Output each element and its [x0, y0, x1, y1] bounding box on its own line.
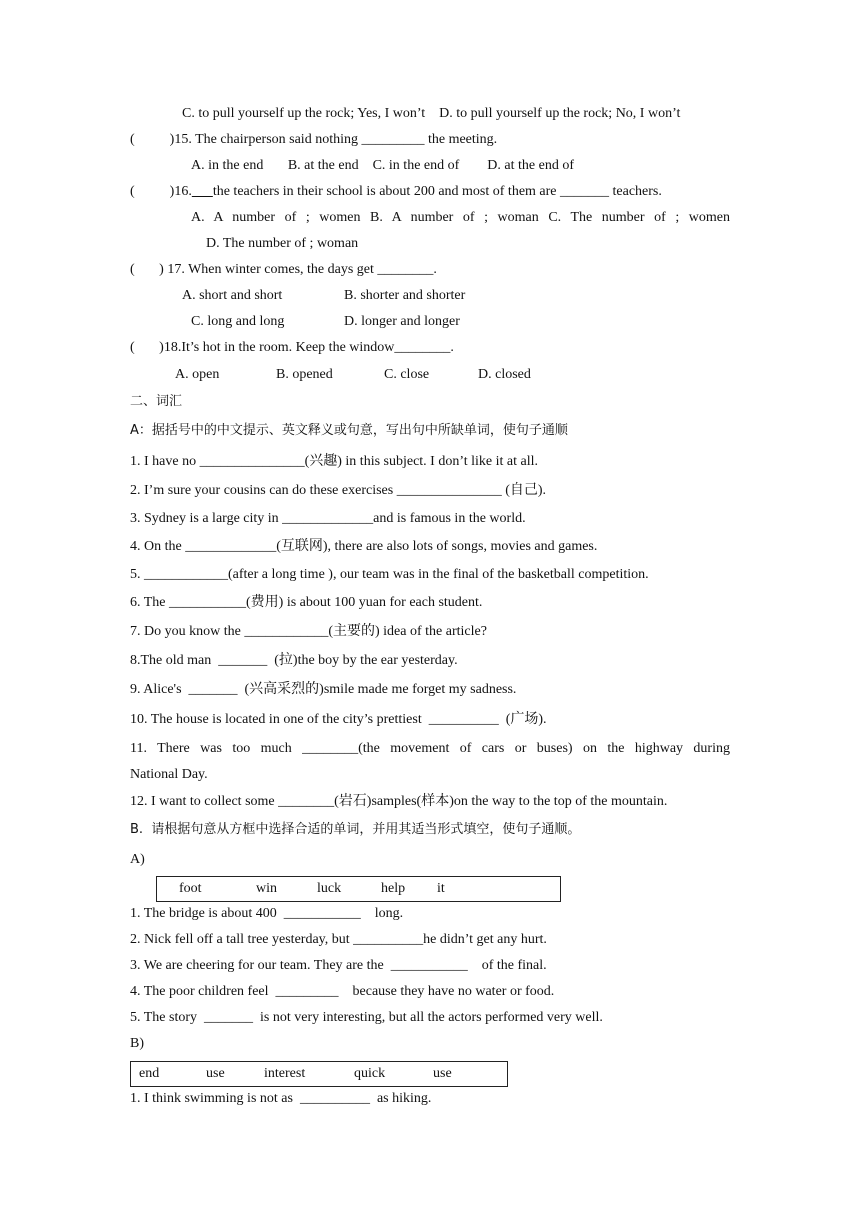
vocab-item-2: 2. I’m sure your cousins can do these exercises _______________ (自己). — [130, 483, 547, 498]
group-a-item-3: 3. We are cheering for our team. They are the ___________ of the final. — [130, 958, 547, 973]
word-box-b-word: interest — [264, 1066, 306, 1081]
q16-rest: the teachers in their school is about 200 and most of them are _______ teachers. — [212, 184, 662, 199]
q16-options-line1: A. A number of ; women B. A number of ; woman C. The number of ; women — [191, 210, 730, 225]
vocab-item-6: 6. The ___________(费用) is about 100 yuan for each student. — [130, 595, 483, 610]
group-a-label: A) — [130, 852, 145, 867]
q16-prefix: ( )16. — [130, 184, 192, 199]
word-box-b-word: use — [206, 1066, 225, 1081]
group-b-label: B) — [130, 1036, 144, 1051]
q17-option-b: B. shorter and shorter — [344, 288, 466, 303]
group-a-item-4: 4. The poor children feel _________ because they have no water or food. — [130, 984, 555, 999]
group-a-item-5: 5. The story _______ is not very interesting, but all the actors performed very well. — [130, 1010, 603, 1025]
q18-stem: ( )18.It’s hot in the room. Keep the window________. — [130, 340, 454, 355]
q18-option-b: B. opened — [276, 367, 333, 382]
word-box-a-word: help — [381, 881, 406, 896]
word-box-b-word: use — [433, 1066, 452, 1081]
vocab-item-10: 10. The house is located in one of the city’s prettiest __________ (广场). — [130, 712, 547, 727]
part-a-instruction: A：据括号中的中文提示、英文释义或句意，写出句中所缺单词，使句子通顺 — [130, 423, 568, 438]
vocab-item-1: 1. I have no _______________(兴趣) in this subject. I don’t like it at all. — [130, 454, 539, 469]
word-box-a-word: win — [256, 881, 277, 896]
section-title: 二、词汇 — [130, 394, 183, 409]
vocab-item-9: 9. Alice's _______ (兴高采烈的)smile made me forget my sadness. — [130, 682, 517, 697]
q16-blank — [192, 184, 213, 199]
word-box-a — [156, 876, 561, 902]
q17-option-c: C. long and long — [191, 314, 285, 329]
vocab-item-5: 5. ____________(after a long time ), our team was in the final of the basketball competition. — [130, 567, 649, 582]
word-box-b — [130, 1061, 508, 1087]
q17-option-d: D. longer and longer — [344, 314, 460, 329]
vocab-item-4: 4. On the _____________(互联网), there are also lots of songs, movies and games. — [130, 539, 598, 554]
q18-option-a: A. open — [175, 367, 220, 382]
vocab-item-7: 7. Do you know the ____________(主要的) idea of the article? — [130, 624, 487, 639]
vocab-item-11-line1: 11. There was too much ________(the movement of cars or buses) on the highway during — [130, 741, 730, 756]
vocab-item-12: 12. I want to collect some ________(岩石)samples(样本)on the way to the top of the mountain. — [130, 794, 668, 809]
word-box-a-word: it — [437, 881, 445, 896]
q15-options: A. in the end B. at the end C. in the end of D. at the end of — [191, 158, 574, 173]
q16-options-line2: D. The number of ; woman — [206, 236, 359, 251]
q16-stem — [130, 183, 662, 201]
group-a-item-1: 1. The bridge is about 400 ___________ long. — [130, 906, 404, 921]
word-box-a-word: foot — [179, 881, 202, 896]
q15-stem: ( )15. The chairperson said nothing _________ the meeting. — [130, 132, 498, 147]
group-b-item-1: 1. I think swimming is not as __________ as hiking. — [130, 1091, 432, 1106]
vocab-item-8: 8.The old man _______ (拉)the boy by the ear yesterday. — [130, 653, 458, 668]
vocab-item-11-line2: National Day. — [130, 767, 208, 782]
vocab-item-3: 3. Sydney is a large city in _____________and is famous in the world. — [130, 511, 526, 526]
q14-options: C. to pull yourself up the rock; Yes, I won’t D. to pull yourself up the rock; No, I won’t — [182, 106, 681, 121]
q17-option-a: A. short and short — [182, 288, 283, 303]
word-box-b-word: quick — [354, 1066, 386, 1081]
group-a-item-2: 2. Nick fell off a tall tree yesterday, but __________he didn’t get any hurt. — [130, 932, 547, 947]
q18-option-c: C. close — [384, 367, 430, 382]
word-box-b-word: end — [139, 1066, 160, 1081]
word-box-a-word: luck — [317, 881, 342, 896]
q17-stem: ( ) 17. When winter comes, the days get ________. — [130, 262, 437, 277]
part-b-instruction: B. 请根据句意从方框中选择合适的单词，并用其适当形式填空，使句子通顺。 — [130, 822, 581, 837]
q18-option-d: D. closed — [478, 367, 531, 382]
